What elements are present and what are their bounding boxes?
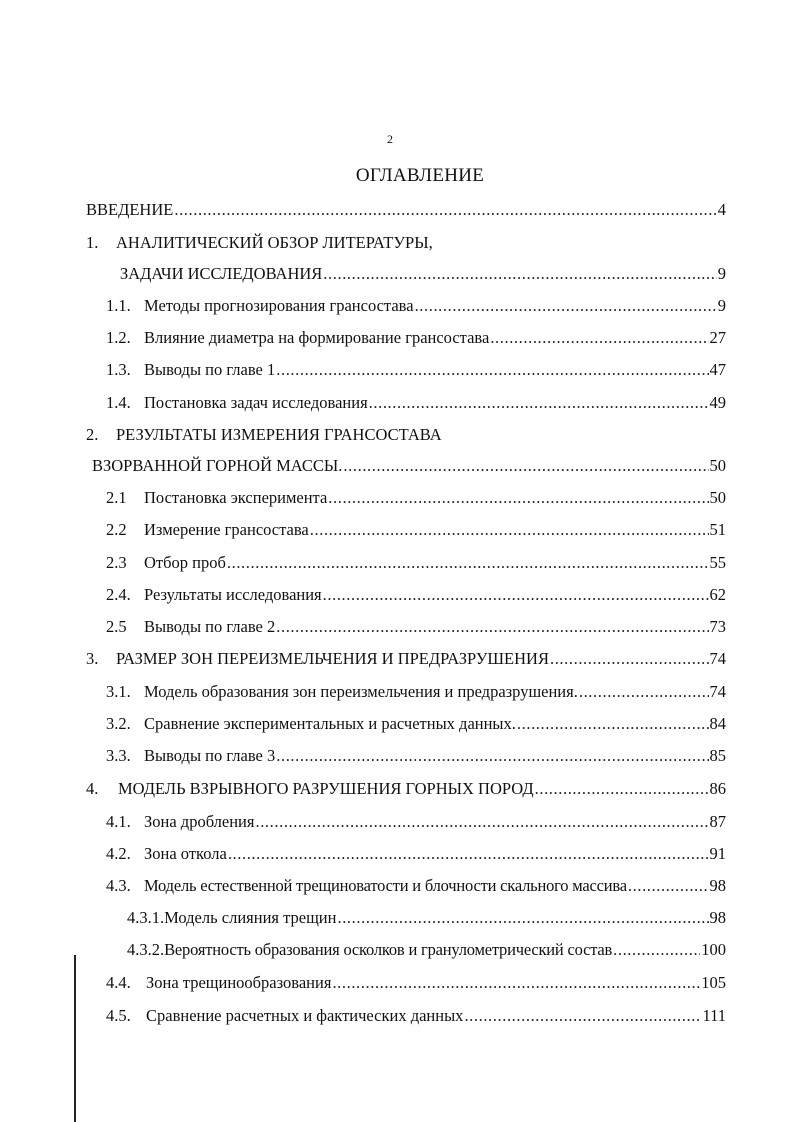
toc-entry-page: 105 (701, 973, 726, 992)
toc-leader-dots (490, 328, 708, 348)
toc-entry-number: 4.3. (106, 876, 131, 895)
toc-entry-page: 100 (701, 940, 726, 959)
toc-leader-dots (369, 393, 709, 413)
toc-title: ОГЛАВЛЕНИЕ (355, 165, 485, 186)
toc-entry-page: 50 (709, 488, 726, 507)
toc-entry-number: 3.2. (106, 714, 131, 733)
toc-entry-number: 2.2 (106, 520, 127, 539)
toc-leader-dots (228, 844, 709, 864)
toc-entry-page: 73 (709, 617, 726, 636)
toc-entry-number: 4.1. (106, 812, 131, 831)
toc-entry-introduction[interactable] (86, 200, 726, 224)
toc-entry-chapter-1-cont[interactable] (120, 264, 726, 288)
toc-leader-dots (276, 360, 708, 380)
toc-entry-label: Вероятность образования осколков и гранулометрический состав (164, 940, 613, 959)
toc-entry-label: Модель слияния трещин (164, 908, 337, 927)
toc-entry-number: 1.1. (106, 296, 131, 315)
toc-entry-label: ВВЕДЕНИЕ (86, 200, 174, 219)
toc-entry-page: 55 (709, 553, 726, 572)
toc-entry-label: АНАЛИТИЧЕСКИЙ ОБЗОР ЛИТЕРАТУРЫ, (116, 233, 433, 252)
toc-leader-dots (174, 200, 716, 220)
toc-entry-label: Результаты исследования (144, 585, 322, 604)
toc-entry-1-4[interactable] (106, 393, 726, 417)
toc-entry-4-2[interactable] (106, 844, 726, 868)
toc-entry-page: 9 (717, 296, 726, 315)
toc-entry-2-4[interactable] (106, 585, 726, 609)
toc-entry-number: 4.3.2. (127, 940, 165, 959)
toc-entry-page: 47 (709, 360, 726, 379)
toc-leader-dots (328, 488, 708, 508)
toc-entry-2-2[interactable] (106, 520, 726, 544)
toc-entry-number: 3. (86, 649, 99, 668)
page-number: 2 (387, 132, 393, 146)
toc-entry-label: РЕЗУЛЬТАТЫ ИЗМЕРЕНИЯ ГРАНСОСТАВА (116, 425, 442, 444)
toc-leader-dots (613, 940, 700, 960)
toc-entry-2-3[interactable] (106, 553, 726, 577)
toc-entry-3-1[interactable] (106, 682, 726, 706)
toc-entry-4-3[interactable] (106, 876, 726, 900)
toc-entry-number: 2.4. (106, 585, 131, 604)
toc-entry-page: 84 (709, 714, 726, 733)
toc-entry-2-5[interactable] (106, 617, 726, 641)
toc-leader-dots (227, 553, 709, 573)
toc-leader-dots (323, 585, 709, 605)
toc-leader-dots (415, 296, 717, 316)
toc-entry-3-2[interactable] (106, 714, 726, 738)
toc-leader-dots (517, 714, 709, 734)
toc-entry-page: 98 (709, 876, 726, 895)
toc-entry-number: 2. (86, 425, 99, 444)
toc-entry-label: Влияние диаметра на формирование грансостава (144, 328, 490, 347)
toc-entry-label: Зона трещинообразования (146, 973, 332, 992)
toc-leader-dots (276, 746, 708, 766)
toc-leader-dots (535, 779, 709, 799)
toc-entry-1-2[interactable] (106, 328, 726, 352)
toc-entry-1-3[interactable] (106, 360, 726, 384)
toc-entry-4-5[interactable] (106, 1006, 726, 1030)
toc-leader-dots (550, 649, 709, 669)
toc-entry-label: Отбор проб (144, 553, 226, 572)
toc-entry-4-3-1[interactable] (127, 908, 726, 932)
toc-entry-label: Зона дробления (144, 812, 255, 831)
toc-entry-chapter-1[interactable] (86, 233, 726, 257)
toc-entry-4-4[interactable] (106, 973, 726, 997)
toc-entry-chapter-4[interactable] (86, 779, 726, 803)
toc-entry-page: 74 (709, 649, 726, 668)
toc-entry-label: Выводы по главе 2 (144, 617, 276, 636)
toc-leader-dots (579, 682, 709, 702)
scan-edge-line (74, 955, 76, 1122)
toc-entry-page: 111 (702, 1006, 726, 1025)
toc-leader-dots (276, 617, 708, 637)
toc-leader-dots (337, 908, 708, 928)
toc-entry-page: 4 (717, 200, 726, 219)
toc-entry-page: 27 (709, 328, 726, 347)
toc-entry-label: Постановка эксперимента (144, 488, 328, 507)
toc-leader-dots (255, 812, 708, 832)
toc-entry-page: 51 (709, 520, 726, 539)
toc-entry-chapter-3[interactable] (86, 649, 726, 673)
toc-entry-page: 74 (709, 682, 726, 701)
toc-entry-label: Выводы по главе 3 (144, 746, 276, 765)
toc-entry-number: 4.4. (106, 973, 131, 992)
toc-entry-number: 1.4. (106, 393, 131, 412)
toc-entry-2-1[interactable] (106, 488, 726, 512)
toc-entry-number: 2.3 (106, 553, 127, 572)
toc-entry-number: 4.3.1. (127, 908, 165, 927)
toc-entry-page: 91 (709, 844, 726, 863)
toc-entry-page: 98 (709, 908, 726, 927)
toc-entry-page: 85 (709, 746, 726, 765)
toc-entry-number: 1. (86, 233, 99, 252)
toc-entry-number: 2.1 (106, 488, 127, 507)
toc-entry-number: 4.2. (106, 844, 131, 863)
toc-entry-4-3-2[interactable] (127, 940, 726, 964)
toc-leader-dots (310, 520, 709, 540)
toc-entry-label: Модель естественной трещиноватости и блочности скального массива (144, 876, 627, 895)
toc-entry-label: Сравнение расчетных и фактических данных (146, 1006, 464, 1025)
toc-entry-page: 62 (709, 585, 726, 604)
toc-leader-dots (628, 876, 709, 896)
toc-entry-3-3[interactable] (106, 746, 726, 770)
toc-entry-number: 4.5. (106, 1006, 131, 1025)
toc-entry-page: 49 (709, 393, 726, 412)
toc-entry-number: 2.5 (106, 617, 127, 636)
toc-entry-label: Измерение грансостава (144, 520, 309, 539)
toc-entry-number: 1.2. (106, 328, 131, 347)
toc-entry-label: ЗАДАЧИ ИССЛЕДОВАНИЯ (120, 264, 323, 283)
toc-entry-number: 4. (86, 779, 99, 798)
toc-entry-label: Сравнение экспериментальных и расчетных данных. (144, 714, 516, 733)
toc-entry-label: Модель образования зон переизмельчения и предразрушения. (144, 682, 578, 701)
toc-leader-dots (464, 1006, 701, 1026)
toc-entry-label: МОДЕЛЬ ВЗРЫВНОГО РАЗРУШЕНИЯ ГОРНЫХ ПОРОД (118, 779, 534, 798)
toc-entry-label: Зона откола (144, 844, 227, 863)
toc-entry-label: РАЗМЕР ЗОН ПЕРЕИЗМЕЛЬЧЕНИЯ И ПРЕДРАЗРУШЕНИЯ (116, 649, 549, 668)
toc-entry-1-1[interactable] (106, 296, 726, 320)
toc-entry-chapter-2-cont[interactable] (92, 456, 726, 480)
toc-entry-label: Постановка задач исследования (144, 393, 368, 412)
toc-entry-number: 3.3. (106, 746, 131, 765)
toc-entry-page: 87 (709, 812, 726, 831)
toc-entry-label: ВЗОРВАННОЙ ГОРНОЙ МАССЫ. (92, 456, 343, 475)
toc-leader-dots (323, 264, 716, 284)
toc-entry-label: Методы прогнозирования грансостава (144, 296, 414, 315)
toc-entry-page: 50 (709, 456, 726, 475)
toc-entry-chapter-2[interactable] (86, 425, 726, 449)
toc-entry-number: 1.3. (106, 360, 131, 379)
toc-entry-page: 86 (709, 779, 726, 798)
toc-entry-page: 9 (717, 264, 726, 283)
toc-entry-4-1[interactable] (106, 812, 726, 836)
toc-leader-dots (332, 973, 700, 993)
toc-leader-dots (343, 456, 708, 476)
toc-entry-number: 3.1. (106, 682, 131, 701)
toc-entry-label: Выводы по главе 1 (144, 360, 276, 379)
